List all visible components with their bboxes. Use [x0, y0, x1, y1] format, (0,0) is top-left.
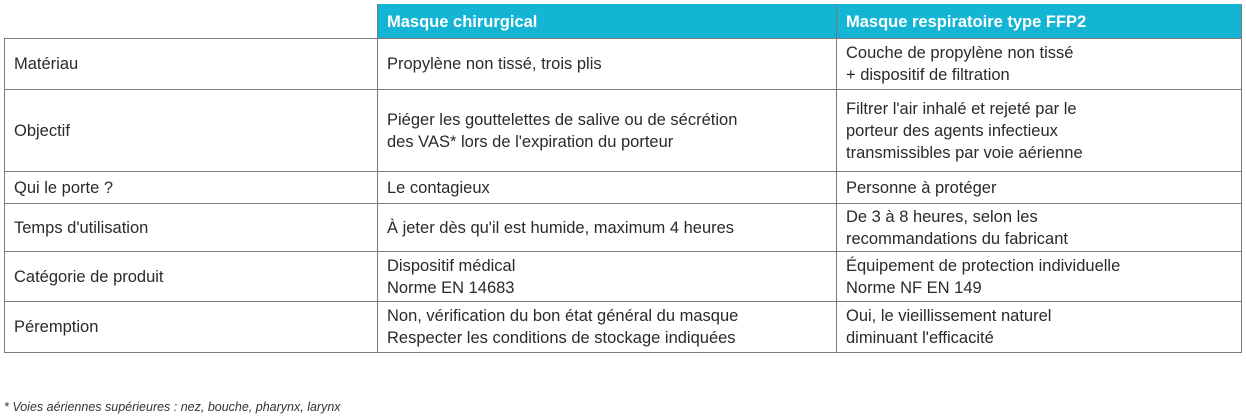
cell-line: Norme EN 14683	[387, 278, 515, 297]
table-row	[5, 172, 1242, 204]
header-surgical-mask: Masque chirurgical	[378, 5, 837, 39]
table-body	[5, 39, 1242, 353]
row-label: Catégorie de produit	[5, 252, 378, 302]
cell-surgical-mask	[378, 39, 837, 90]
table-row	[5, 302, 1242, 353]
cell-ffp2-mask	[837, 90, 1242, 172]
cell-ffp2-mask	[837, 204, 1242, 252]
cell-line: + dispositif de filtration	[846, 66, 1010, 84]
footnote: * Voies aériennes supérieures : nez, bouche, pharynx, larynx	[4, 400, 341, 414]
row-label: Temps d'utilisation	[5, 204, 378, 252]
cell-surgical-mask	[378, 252, 837, 302]
cell-line: Dispositif médical	[387, 256, 516, 275]
header-blank-cell	[5, 5, 378, 39]
row-label: Objectif	[5, 90, 378, 172]
table-row	[5, 204, 1242, 252]
cell-surgical-mask	[378, 172, 837, 204]
cell-line: Couche de propylène non tissé	[846, 44, 1074, 62]
cell-surgical-mask	[378, 302, 837, 353]
table-row	[5, 90, 1242, 172]
cell-line: À jeter dès qu'il est humide, maximum 4 heures	[387, 218, 735, 237]
header-ffp2-mask: Masque respiratoire type FFP2	[837, 5, 1242, 39]
cell-line: recommandations du fabricant	[846, 229, 1068, 248]
cell-ffp2-mask	[837, 302, 1242, 353]
cell-surgical-mask	[378, 204, 837, 252]
cell-line: De 3 à 8 heures, selon les	[846, 207, 1038, 226]
cell-line: porteur des agents infectieux	[846, 121, 1058, 140]
cell-line: Respecter les conditions de stockage indiquées	[387, 329, 736, 347]
table-row	[5, 252, 1242, 302]
cell-line: transmissibles par voie aérienne	[846, 143, 1083, 162]
comparison-table	[4, 4, 1242, 353]
cell-line: Norme NF EN 149	[846, 278, 982, 297]
cell-line: Piéger les gouttelettes de salive ou de sécrétion	[387, 110, 738, 129]
table-row	[5, 39, 1242, 90]
cell-ffp2-mask	[837, 172, 1242, 204]
header-row	[5, 5, 1242, 39]
cell-line: Équipement de protection individuelle	[846, 256, 1121, 275]
cell-line: Non, vérification du bon état général du masque	[387, 307, 739, 325]
cell-surgical-mask	[378, 90, 837, 172]
cell-line: Le contagieux	[387, 178, 490, 197]
cell-ffp2-mask	[837, 39, 1242, 90]
row-label: Qui le porte ?	[5, 172, 378, 204]
cell-line: Oui, le vieillissement naturel	[846, 307, 1052, 325]
cell-line: des VAS* lors de l'expiration du porteur	[387, 132, 674, 151]
cell-line: Propylène non tissé, trois plis	[387, 55, 602, 73]
cell-line: diminuant l'efficacité	[846, 329, 994, 347]
row-label: Matériau	[5, 39, 378, 90]
row-label: Péremption	[5, 302, 378, 353]
cell-line: Personne à protéger	[846, 178, 997, 197]
cell-ffp2-mask	[837, 252, 1242, 302]
cell-line: Filtrer l'air inhalé et rejeté par le	[846, 99, 1077, 118]
